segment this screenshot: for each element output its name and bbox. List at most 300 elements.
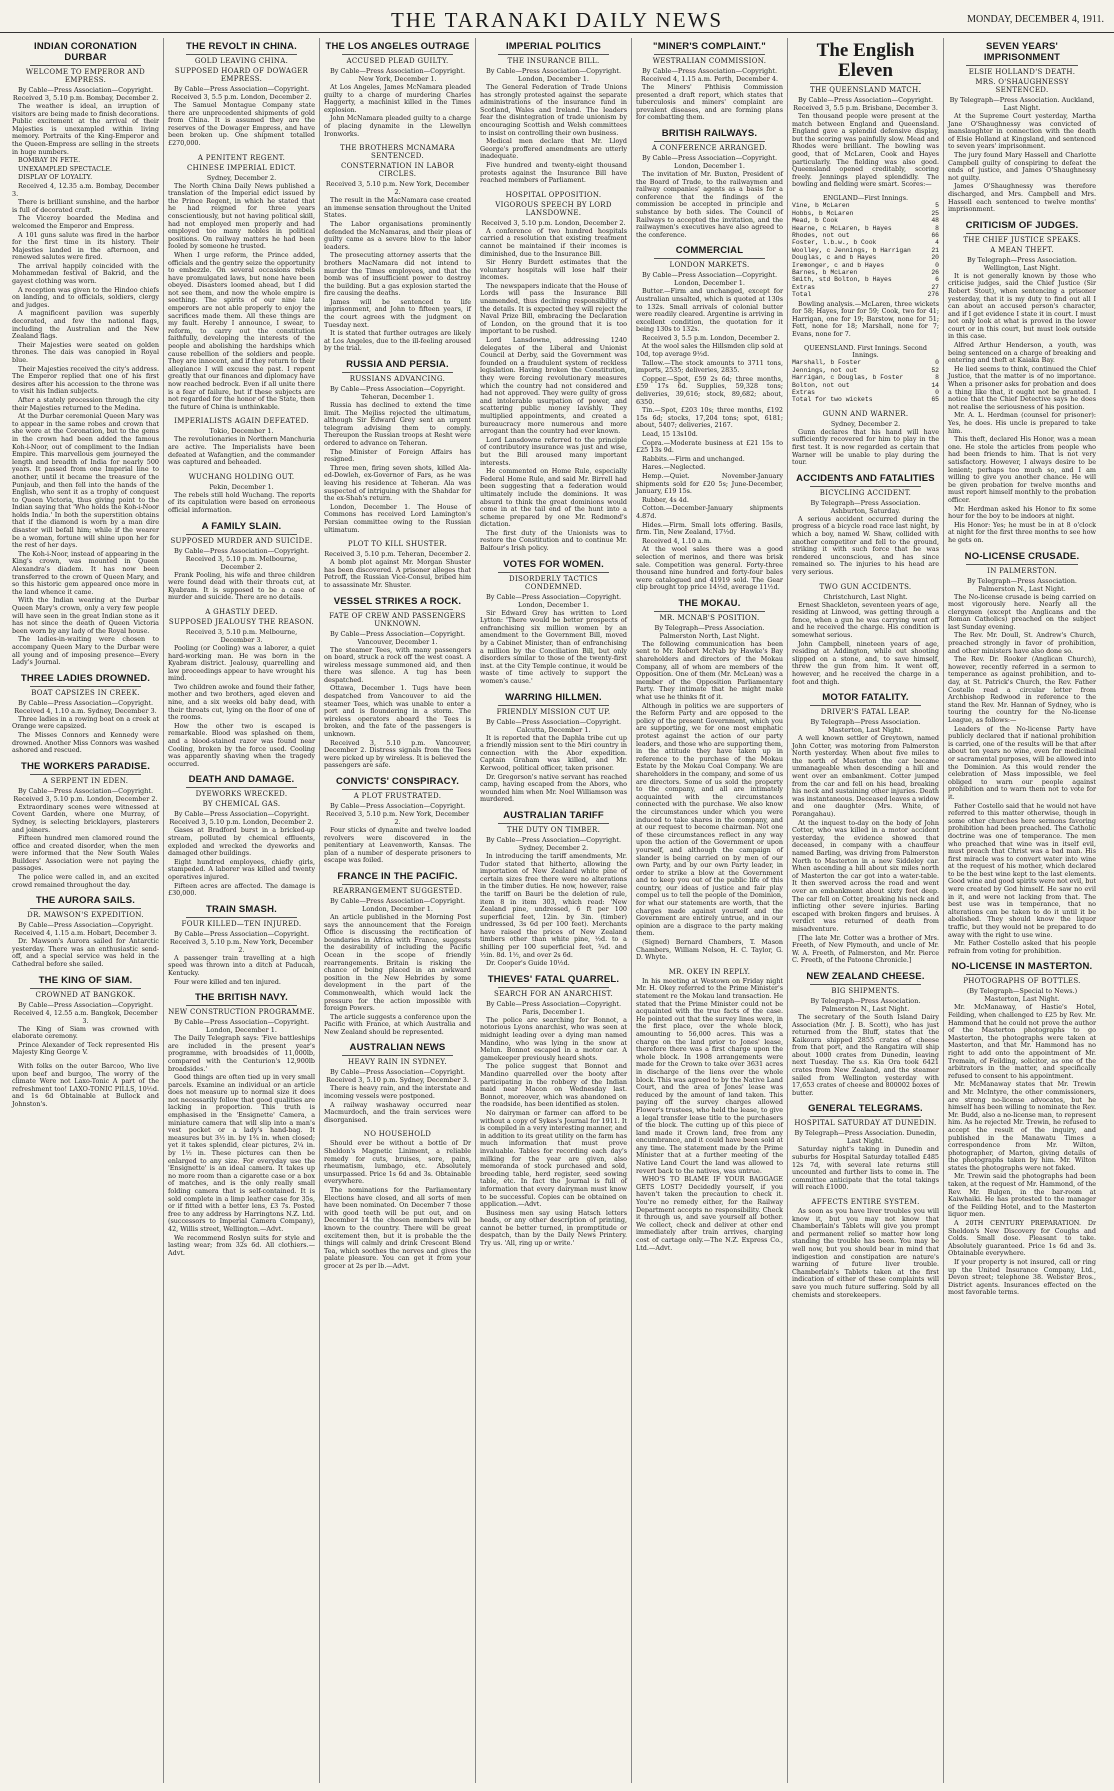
runs: 21 [931,246,939,254]
paragraph: Medical men declare that Mr. Lloyd George's proffered amendments are utterly inadequate. [480,137,627,161]
article [168,473,315,515]
paragraph: As soon as you have liver troubles you will know it, but you may not know that Chamberlain's Tablets will give you prompt and permanent relief so matter how long standing the trouble has been. You may be well now, but you should bear in mind that indigestion and constipation are nature's warning of future liver trouble. Chamberlain's Tablets taken at the first indication of either of these complaints will save you much future suffering. Sold by all chemists and storekeepers. [792,1207,939,1299]
total-value: 276 [927,291,939,299]
paragraph: The rebels still hold Wuchang. The reports of its capitulation were based on erroneous official information. [168,490,315,514]
total-label: Total for two wickets [792,396,873,404]
paragraph: The General Federation of Trade Unions has strongly protested against the separate administrations of the insurance fund in Scotland, Wales and Ireland. The leaders fear the disintegration of trade unionism by encouraging Scottish and Welsh committees to insist on controlling their own business. [480,83,627,137]
paragraph: A magnificent pavilion was superbly decorated, and few the national flags, including the Australian and the New Zealand flags. [12,309,159,341]
article [480,810,627,968]
article-body [480,84,627,185]
newspaper-title: THE TARANAKI DAILY NEWS [390,8,724,32]
article [12,761,159,890]
article-body [948,273,1096,545]
headline-rule [342,372,453,373]
runs: 8 [935,374,939,382]
runs: 26 [931,269,939,276]
article-subheading: MR. MCNAB'S POSITION. [659,613,760,622]
headline-rule [30,686,141,687]
paragraph: Mr. Herdman asked his Honor to fix some hour for the boy to be indoors at night. [948,504,1096,521]
article-subheading: WELCOME TO EMPEROR AND EMPRESS. [25,68,146,84]
article [948,961,1096,1297]
paragraph: Russia has declined to extend the time limit. The Mejliss rejected the ultimatum, although Sir Edward Grey sent an urgent telegram advising them to comply. Thereupon the Russian troops at Resht were ordered to advance on Teheran. [324,401,471,447]
headline-rule [810,984,921,985]
article-subheading: CHINESE IMPERIAL EDICT. [187,163,296,172]
paragraph: The first duty of the Unionists was to restore the Constitution and to continue Mr. Balfour's Irish policy. [480,528,627,553]
paragraph: Although in politics we are supporters of the Reform Party and are opposed to the policy of the present Government, which you are supporting, we for one most emphatic protest against the action of our party leaders, and those who are supporting them, in the attitude they have taken up in reference to the purchase of the Mokau Estate by the Mokau Coal Company. We are shareholders in the company, and some of us are directors. Some of us sold the property to the company, and all are intimately acquainted with the circumstances connected with the purchase. We also know the circumstances under which you were induced to take shares in the company, and at our request to become chairman. Not one of these circumstances reflect in any way upon the action of the Government or upon yourself, and although the campaign of slander is being carried on by men of our own Party, and by our own Party leader, in order to strike a blow at the Government and to keep you out of the public life of this country, our ideas of justice and fair play compel us to tell the people of the Dominion, for what our statements are worth, that the charges made against yourself and the Government are entirely untrue, and in our opinion are a disgrace to the party making them. [636,701,783,938]
paragraph: Received 4, 12.35 a.m. Bombay, December 3. [12,181,159,198]
paragraph: The weather is ideal, an irruption of visitors are being made to finish decorations. Public excitement at the arrival of their Majesties is unexampled within living memory. Portraits of the King-Emperor and the Queen-Empress are selling in the streets in huge numbers. [12,102,159,156]
article-headline: THE BRITISH NAVY. [195,992,288,1004]
column-5 [632,38,788,1783]
article-byline: By Cable—Press Association—Copyright. Received 3, 5.10 p.m. Sydney, December 3. [326,1068,469,1085]
article-body [324,1140,471,1270]
article-subheading: BOAT CAPSIZES IN CREEK. [31,688,140,697]
article-body [324,1085,471,1124]
headline-rule [186,917,297,918]
score-row [792,269,939,276]
score-row [792,367,939,374]
column-3 [320,38,476,1783]
article-body [12,938,159,968]
paragraph: With the Indian wearing at the Durbar Queen Mary's crown, only a very few people will have seen in the great Indian stone as it has not since the death of Queen Victoria been worn by any lady of the Royal house. [12,596,159,635]
article-headline: THREE LADIES DROWNED. [20,672,151,684]
article-subheading: THE QUEENSLAND MATCH. [809,86,922,94]
paragraph: The secretary of the South Island Dairy Association (Mr. J. B. Scott), who has just returned from the Bluff, states that the Kaikoura shipped 2855 crates of cheese from that port, and the Rangatira will ship about 1000 crates from Dunedin, leaving next Tuesday. The s.s. Kia Ora took 6421 crates from New Zealand, and the steamer sailed from Wellington yesterday with 17,653 crates of cheese and 800002 boxes of butter. [792,1012,939,1097]
article [792,1198,939,1299]
paragraph: Three men, firing seven shots, killed Ala-ed-Dowleh, ex-Governor of Fars, as he was leaving his residence at Teheran. Ala was suspected of intriguing with the Shahdar for the ex-Shah's return. [324,463,471,503]
article-byline: Received 3, 5.10 p.m. London, December 2. [481,218,626,227]
article-body [792,1208,939,1299]
article-body [792,1146,939,1192]
article-body [324,914,471,1037]
article-subheading: A PLOT FRUSTRATED. [353,792,442,800]
article-subheading: THE CHIEF JUSTICE SPEAKS. [963,235,1081,244]
article-subheading: A GHASTLY DEED. [205,607,278,616]
article-subheading: CONSTERNATION IN LABOR CIRCLES. [340,162,455,179]
paragraph: Tallow.—The stock amounts to 3711 tons, imports, 2535; deliveries, 2835. [636,358,783,375]
score-total [792,291,939,298]
paragraph: The Viceroy boarded the Medina and welcomed the Emperor and Empress. [12,214,159,230]
batsman: Rhodes, not out [792,231,850,239]
headline-rule [342,54,453,55]
total-value: 65 [931,396,939,404]
article-body [168,492,315,515]
article-byline: By Cable—Press Association—Copyright. Received 3, 5.10 p.m. London, December 2. [169,810,314,827]
article-byline: By Cable—Press Association—Copyright. London, December 1. [485,592,622,609]
paragraph: The prosecuting attorney asserts that the brothers MacNamara did not intend to murder the Times employees, and that the bomb was of insufficient power to destroy the building. But a gas explosion started the fire causing the deaths. [324,251,471,298]
paragraph: Copra.—Moderate business at £21 15s to £25 13s 9d. [636,438,783,455]
article-byline: Received 3, 5.10 p.m. Melbourne, December 3. [185,627,298,644]
paragraph: In his meeting at Westown on Friday night Mr. H. Okey referred to the Prime Minister's statement re the Mokau land transaction. He stated that the Prime Minister could not be acquainted with the true facts of the case. He pointed out that the survey lines were, in the first place, over the whole block, amounting to 56,000 acres. This was a charge on the land prior to Jones' lease, therefore there was a first charge upon the whole block. In 1908 arrangements were made for the Crown to take over 3631 acres in discharge of the liens over the whole block. This was agreed to by the Native Land Court, and the area of Jones' lease was reduced by the amount of land taken. This paying off the survey charges allowed Flower's trustees, who held the lease, to give a legal transfer lease title to the purchasers of the block. The cutting up of this piece of land made it Crown land, free from any encumbrance, and it could have been sold at any time. The statement made by the Prime Minister that at a further meeting of the Native Land Court the land was allowed to revert back to the natives, was untrue. [636,976,783,1175]
paragraph: Extraordinary scenes were witnessed at Covent Garden, where one Murray, of Sydney, is selecting bricklayers, plasterers and joiners. [12,802,159,834]
paragraph: At Los Angeles, James McNamara pleaded guilty to a charge of murdering Charles Haggerty, a machinist killed in the Times explosion. [324,83,471,114]
batsman: Woolley, c Jennings, b Harrigan [792,246,911,254]
paragraph: Sir Henry Burdett estimates that the voluntary hospitals will lose half their incomes. [480,258,627,282]
headline-rule [654,611,765,612]
paragraph: Two children awoke and found their father, mother and two brothers, aged eleven and nine, and a six weeks old baby dead, with their throats cut, lying on the floor of one of the rooms. [168,682,315,722]
article [168,521,315,602]
article [792,195,939,339]
score-row [792,210,939,217]
headline-rule [966,974,1078,975]
article-body [792,113,939,189]
paragraph: When I urge reform, the Prince added, officials and the gentry seize the opportunity to embezzle. On several occasions rebels have promulgated laws, but none have been obeyed. Disasters loomed ahead, but I did not see them, and now the whole empire is seething. The spirits of our nine late emperors are not able properly to enjoy the sacrifices made them. All these things are my fault. Hereby I announce, I swear, to reform, to carry out the constitution faithfully, developing the interests of the people and abolishing the hardships which cause rebellion of the soldiers and people. They are innocent, and if they return to their allegiance I will excuse the past. I repent greatly that our finances and diplomacy have now reached bedrock. Even if all unite there is a fear of failure, but if these subjects are not regarded for the honor of the State, then the future of China is unthinkable. [168,250,315,411]
article-subheading: VIGOROUS SPEECH BY LORD LANSDOWNE. [495,200,612,217]
batsman: Bolton, not out [792,381,850,389]
article-headline: THE MOKAU. [678,597,741,609]
article-body [792,429,939,467]
paragraph: After a stately procession through the city their Majesties returned to the Medina. [12,395,159,412]
column-4 [476,38,632,1783]
article-body [480,1017,627,1248]
paragraph: Mr. McManaway, of Hastie's Hotel, Feilding, when challenged to £25 by Rev. Mr. Hammond that he could not prove the author of the Masterton photographs to go Masterton, the photographs were taken at Masterton, and that Mr. Hammond has no right to add onto the appointment of Mr. Tremain, of Feilding, solicitor, as one of the arbitrators in the matter, and specifically refused to consent to his appointment. [948,1003,1096,1080]
batsman: Harrigan, c Douglas, b Foster [792,374,904,382]
article-subheading: A SERPENT IN EDEN. [42,776,129,785]
paragraph: It is not generally known by those who criticise judges, said the Chief Justice (Sir Robert Stout), when sentencing a prisoner yesterday, that it is my duty to find out all I can about an accused person's character, and if I get evidence I state it in court. I must not only look at what is proved in the lower court or in this court, but must look outside in this case. [948,271,1096,341]
article-headline: The English Eleven [816,40,915,81]
score-row [792,276,939,283]
headline-rule [342,884,453,885]
paragraph: Ten thousand people were present at the match between England and Queensland. England gave a splendid defensive display, but the scoring was painfully slow. Mead and Rhodes were brilliant. The bowling was good, that of McLaren, Cook and Hayes particularly. The fielding was also good. Queensland opened creditably, scoring freely. Jennings played splendidly. The bowling and fielding were smart. Scores:— [792,112,939,189]
paragraph: The invitation of Mr. Buxton, President of the Board of Trade, to the railwaymen and railway companies' agents as a basis for a conference that the findings of the commission be accepted in principle and substance by both sides. The Council of Railways to accepted the invitation, and the railwaymen's executives have also agreed to the conference. [636,169,783,239]
paragraph: The Labor organisations prominently defended the McNamaras, and their pleas of guilty came as a severe blow to the labor leaders. [324,219,471,251]
column-1 [8,38,164,1783]
paragraph: Ernest Shackleton, seventeen years of age, residing at Linwood, was getting through a fence, when a gun he was carrying went off and he received the charge. His condition is somewhat serious. [792,600,939,639]
paragraph: The steamer Tees, with many passengers on board, struck a rock off the west coast. A wireless message summoned aid, and then there was silence. A tug has been despatched. [324,645,471,684]
headline-rule [30,908,141,909]
score-row [792,225,939,232]
article-subheading: IN PALMERSTON. [987,566,1057,575]
headline-rule [810,486,921,487]
article-byline: By Cable—Press Association—Copyright. Received 3, 5.10 p.m. Melbourne, December 2. [173,546,310,571]
batsman: Marshall, b Foster [792,359,862,367]
paragraph: The revolutionaries in Northern Manchuria are active. The Imperialists have been defeated at Wafangtien, and the commander was captured and beheaded. [168,435,315,467]
batsman: Extras [792,283,816,291]
article-headline: VOTES FOR WOMEN. [503,558,604,570]
article-subheading: BICYCLING ACCIDENT. [819,488,912,497]
paragraph: DISPLAY OF LOYALTY. [18,173,93,182]
runs: 52 [931,366,939,374]
paragraph: Should ever be without a bottle of Dr Sheldon's Magnetic Liniment, a reliable remedy for cuts, bruises, sore, pains, rheumatism, lumbago, etc. Absolutely unsurpassed. Price 1s 6d and 3s. Obtainable everywhere. [324,1139,471,1186]
article [792,971,939,1098]
headline-rule [810,1116,921,1117]
article-byline: Sydney, December 2. [830,419,901,428]
paragraph: [The late Mr. Cotter was a brother of Mrs. Freeth, of New Plymouth, and uncle of Mr. W. A. Freeth, of Palmerston, and Mr. Pierce C. Freeth, of the Patoone Chronicle.] [792,933,939,965]
article-headline: THE AURORA SAILS. [35,895,136,907]
article-body [168,436,315,466]
paragraph: Pooling (or Cooling) was a laborer, a quiet hard-working man. He was born in the Kyabram district. Jealousy, quarrelling and law proceedings appear to have wrought his mind. [168,643,315,683]
paragraph: A 101 guns salute was fired in the harbor for the first time in its history. Their Majesties landed in the afternoon, and renewed salutes were fired. [12,230,159,262]
article-body [324,647,471,771]
masthead [0,6,1114,33]
article-body [480,610,627,686]
article [168,417,315,466]
article [324,540,471,589]
article-byline: By Cable—Press Association—Copyright. Vancouver, December 1. [329,629,466,646]
runs: 5 [935,202,939,210]
batsman: Smith, std Bolton, b Hayes [792,276,892,284]
article-headline: NO-LICENSE CRUSADE. [964,550,1080,562]
paragraph: The following communication has been sent to Mr. Robert McNab by Hawke's Bay shareholders and directors of the Mokau Company, all of whom are members of the Opposition. One of them (Mr. McLean) was a member of the Opposition Parliamentary Party. They intimate that he might make what use he thinks fit of it. [636,639,783,702]
article [792,473,939,577]
paragraph: Lord Lansdowne referred to the principle of contributory insurance was just and wise, but the Bill aroused many important interests. [480,435,627,467]
article-subheading: DR. MAWSON'S EXPEDITION. [27,911,144,920]
runs: 0 [935,261,939,269]
article-byline: Pekin, December 1. [209,482,274,491]
article-byline: By Cable—Press Association—Copyright. Received 3, 5.10 p.m. Bombay, December 2. [12,86,159,102]
article-subheading: SUPPOSED HOARD OF DOWAGER EMPRESS. [174,67,309,83]
score-row [792,374,939,381]
paragraph: In introducing the tariff amendments, Mr. Tudor stated that hitherto, allowing the importation of New Zealand white pine of certain sizes free there were no alterations in the timber duties. He now, however, raise the tariff on Bauri be the deletion of rule, item 8 in item 303, which read: 'New Zealand pine, undressed, 6 ft per 100 superficial feet, 12in. by 3in. (timber) undressed, 3s 6d per 100 feet). Merchants have raised the prices of New Zealand timbers other than white pine, ½d. to a shilling per 100 superficial feet, ¾d. and ½in. 8d. 1½, and over 2s 6d. [480,851,627,959]
paragraph: Fifteen hundred men clamored round the office and created disorder, when the men were informed that the New South Wales Builders' Association were not paying the passages. [12,834,159,873]
article-byline: By Cable—Press Association—Copyright. Paris, December 1. [485,999,622,1016]
paragraph: Business men say using Hatsch letters heads, or any other description of printing, cannot be better turned, in promptitude or despatch, than by the Daily News Printery. Try us. 'All, ring up or write.' [480,1208,627,1248]
score-total [792,396,939,403]
article-byline: By Telegraph—Press Association. Masterton, Last Night. [810,718,921,735]
paragraph: The Samuel Montague Company state there are unprecedented shipments of gold from China. It is assumed they are the reserves of the Dowager Empress, and have been broken up. One shipment totalled £270,000. [168,101,315,147]
paragraph: The North China Daily News published a translation of the Imperial edict issued by the Prince Regent, in which he stated that he had reigned for three years conscientiously, but not having political skill, had not employed men properly and had employed too many nobles in political positions. On railway matters he had been fooled by someone he trusted. [168,181,315,251]
article [636,245,783,592]
score-row [792,359,939,366]
runs: 14 [931,381,939,389]
article-body [168,572,315,602]
paragraph: Leaders of the No-license Party have publicly declared that if national prohibition is carried, one of the results will be that after about ten years no wine, even for medicinal or sacramental purposes, will be allowed into the Dominion. As this would render the celebration of Mass impossible, we feel obliged to warn our people against prohibition and to warn them not to vote for it. [948,724,1096,801]
article [12,1063,159,1109]
article-byline: By Telegraph—Press Association. Palmerston N., Last Night. [967,576,1077,593]
article-subheading: HOSPITAL SATURDAY AT DUNEDIN. [794,1119,937,1128]
batsman: Iremonger, c and b Hayes [792,261,885,269]
article-headline: THE WORKERS PARADISE. [20,760,151,772]
article-headline: CONVICTS' CONSPIRACY. [335,776,460,787]
article-body [948,1004,1096,1297]
paragraph: Fifteen acres are affected. The damage is £30,000. [168,881,315,898]
article [480,692,627,804]
column-6 [788,38,944,1783]
headline-rule [810,705,921,706]
article-body [792,602,939,687]
article-byline: By Telegraph—Press Association. Wellington, Last Night. [967,255,1077,272]
article [792,583,939,687]
article-subheading: BY CHEMICAL GAS. [202,800,281,809]
article-body [792,301,939,339]
article-subheading: PHOTOGRAPHS OF BOTTLES. [963,977,1081,986]
paragraph: A serious accident occurred during the progress of a bicycle road race last night, by which a boy, named W. Shaw, collided with another competitor and fell to the ground, striking it with such force that he was rendered unconscious, and has since remained so. The injuries to his head are very serious. [792,514,939,576]
article-subheading: A PENITENT REGENT. [197,153,286,162]
paragraph: How the other two is escaped is remarkable. Blood was splashed on them, and a blood-stained razor was found near Cooling, broken by the force used. Cooling was apparently shaving when the tragedy occurred. [168,721,315,768]
article-body [168,827,315,897]
article-byline: By Telegraph—Press Association. Ashburton, Saturday. [810,498,921,515]
article-body [636,978,783,1252]
score-card [792,195,939,299]
headline-rule [186,54,297,55]
paragraph: An article published in the Morning Post says the announcement that the Foreign Office is discussing the rectification of boundaries in Africa with France, suggests the desirability of including the Pacific Ocean in the scope of friendly rearrangements. Britain is risking the chance of being placed in an awkward position in the New Hebrides by some development in the part of the Commonwealth, which would lack the pressure for the action impossible with foreign Powers. [324,912,471,1013]
article [324,144,471,353]
article [168,41,315,148]
article-byline: By Cable—Press Association—Copyright. Received 3, 5.10 p.m. London, December 2. [13,786,158,803]
article-body [324,84,471,138]
article [792,41,939,189]
runs: 8 [935,224,939,232]
article-byline: Received 3, 5.10 p.m. Teheran, December 2. [324,550,471,559]
total-label: Total [792,291,812,299]
paragraph: Their Majesties were seated on golden thrones. The dais was canopied in Royal blue. [12,340,159,364]
paragraph: BOMBAY IN FETE. [18,156,81,165]
paragraph: Prince Alexander of Teck represented His Majesty King George V. [12,1040,159,1057]
article-subheading: THE DUTY ON TIMBER. [506,825,601,834]
article-body [480,735,627,804]
article-byline: By Telegraph—Press Association. Palmerston N., Last Night. [810,996,921,1013]
headline-rule [966,233,1078,234]
paragraph: Received 3, 5.10 p.m. Vancouver, December 2. Distress signals from the Tees were picked up by wireless. It is believed the passengers are safe. [324,738,471,770]
paragraph: Rubber, 4s 4d. [642,495,689,504]
article-byline: Sydney, December 2. [206,173,277,182]
article-byline: By Cable—Press Association—Copyright. Received 4, 1.10 a.m. Sydney, December 3. [14,698,157,715]
article-byline: By Cable—Press Association—Copyright. London, December 1. [485,67,622,83]
article-body [168,183,315,412]
paragraph: WHO'S TO BLAME IF YOUR BAGGAGE GETS LOST? Decidedly yourself, if you haven't taken the precaution to check it. You're no remedy either, for the Railway Department accepts no responsibility. Check it through us, and save yourself all bother. We collect, check and deliver at other end immediately after train arrives, charging cost of cartage only.—The N.Z. Express Co., Ltd.—Advt. [636,1175,783,1252]
article-body [12,804,159,890]
article-subheading: ELSIE HOLLAND'S DEATH. [968,68,1076,76]
article-headline: GENERAL TELEGRAMS. [808,1103,923,1115]
article-body [168,102,315,148]
headline-rule [498,572,609,573]
article-body [636,84,783,122]
paragraph: The Minister of Foreign Affairs has resigned. [324,447,471,464]
article-body [12,1063,159,1109]
batsman: Foster, l.b.w., b Cook [792,239,877,247]
article-body [480,228,627,553]
paragraph: Sir Edward Grey has written to Lord Lytton: 'There would be better prospects of enfranchising six million women by an amendment to the Government Bill, moved by a Cabinet Minister, than of enfranchising a million by the Conciliation Bill, but only disorders similar to those of the twenty-first inst. at the City Temple continue, it would be waste of time actively to support the women's cause.' [480,608,627,685]
paragraph: Gunn declares that his hand will have sufficiently recovered for him to play in the first test. It is now regarded as certain that Warner will be unable to play during the tour. [792,427,939,467]
paragraph: The No-license crusade is being carried on most vigorously here. Nearly all the clergymen (except the Anglicans and the Roman Catholics) preached on the subject last Sunday evening. [948,592,1096,631]
article-subheading: THE BROTHERS MCNAMARA SENTENCED. [340,144,455,161]
runs: 0 [935,359,939,367]
article-byline: By Cable—Press Association—Copyright. London, December 1. [641,271,778,288]
paragraph: Four sticks of dynamite and twelve loaded revolvers were discovered in the penitentiary at Leavenworth, Kansas. The plan of a number of desperate prisoners to escape was foiled. [324,826,471,865]
article-byline: By Cable—Press Association—Copyright. Calcutta, December 1. [485,717,622,734]
paragraph: A 20TH CENTURY PREPARATION. Dr Sheldon's New Discovery for Coughs and Colds. Small dose. Pleasant to take. Absolutely guaranteed. Price 1s 6d and 3s. Obtainable everywhere. [948,1219,1096,1258]
article-subheading: LONDON MARKETS. [669,261,750,270]
article-subheading: IMPERIALISTS AGAIN DEFEATED. [174,417,309,426]
article-body [792,735,939,965]
paragraph: The nominations for the Parliamentary Elections have closed, and all sorts of men have been nominated. On December 7 those with good teeth will be put out, and on December 14 the chosen members will be known to the country. There will be great excitement then, but it is probable the the things will calmly and drink Crescent Blend Tea, which soothes the nerves and gives the palate pleasure. You can get it from your grocer at 2s per lb.—Advt. [324,1186,471,1270]
article-subheading: WUCHANG HOLDING OUT. [188,472,295,481]
paragraph: This theft, declared His Honor, was a mean one. He stole the articles from people who had been friends to him. That is not very satisfactory. However, I always desire to be lenient; perhaps too much so, and I am willing to give you another chance. He will be given probation for twelve months and must report himself monthly to the probation officer. [948,435,1096,504]
article-subheading: HEAVY RAIN IN SYDNEY. [348,1058,447,1067]
paragraph: Ottawa, December 1. Tugs have been despatched from Vancouver to aid the steamer Tees, which was unable to enter a port and is floundering in a storm. The wireless operators aboard the Tees is broken, and the fate of the passengers is unknown. [324,684,471,739]
runs: 48 [931,217,939,225]
headline-rule [186,534,297,535]
paragraph: With folks on the outer Barcoo, Who live upon beef and burgoo, The worry of the climate Were not Laxo-Tonic A part of the refreshment too! LAXO-TONIC PILLS, 10½d. and 1s 6d Obtainable at Bullock and Johnston's. [12,1062,159,1108]
article-subheading: GUNN AND WARNER. [822,409,909,418]
article-body [12,716,159,755]
article [12,975,159,1057]
article-subheading: WESTRALIAN COMMISSION. [652,57,767,65]
headline-rule [498,54,609,55]
article-subheading: MRS. O'SHAUGHNESSY SENTENCED. [975,78,1069,94]
paragraph: A railway washaway occurred near Macmurdoch, and the train services were disorganised. [324,1100,471,1124]
article-body [480,853,627,968]
article-headline: CRITICISM OF JUDGES. [965,219,1079,231]
paragraph: A bomb plot against Mr. Morgan Shuster has been discovered. A prisoner alleges that Petroff, the Russian Vice-Consul, bribed him to assassinate Mr. Shuster. [324,558,471,589]
score-row [792,247,939,254]
batsman: Extras [792,389,816,397]
headline-rule [498,987,609,988]
article-headline: VESSEL STRIKES A ROCK. [333,595,462,607]
headline-rule [186,1005,297,1006]
headline-rule [654,141,765,142]
paragraph: The Misses Connors and Kennedy were drowned. Another Miss Connors was washed ashored and rescued. [12,730,159,755]
score-card-title: QUEENSLAND. First Innings. Second Innings. [804,343,927,359]
article-headline: THE KING OF SIAM. [38,974,133,986]
article-byline: By Telegraph—Press Association. Palmerston North, Last Night. [654,623,765,640]
paragraph: His Honor: Yes; he must be in at 8 o'clock at night for the first three months to see how he gets on. [948,520,1096,544]
headline-rule [342,1055,453,1056]
article-byline: By Telegraph—Press Association. Dunedin, Last Night. [794,1129,937,1146]
headline-rule [342,609,453,610]
article-body [792,516,939,577]
paragraph: A reception was given to the Hindoo chiefs on landing, and to officials, soldiers, clergy and judges. [12,285,159,309]
article-body [324,402,471,534]
article [792,692,939,965]
paragraph: If your property is not insured, call or ring up the United Insurance Company, Ltd., Devon street; telephone 38. Webster Bros., District agents. Insurances effected on the most favorable terms. [948,1258,1096,1297]
article-subheading: SEARCH FOR AN ANARCHIST. [493,989,613,998]
paragraph: The police are searching for Bonnot, a notorious Lyons anarchist, who was seen at midnight leading over a dying man named Mandino, who was lying in the snow at Melun. Bonnot escaped in a motor car. A gamekeeper previously heard shots. [480,1015,627,1062]
runs: 6 [935,276,939,284]
article-byline: By Cable—Press Association—Copyright. Received 3, 5.10 p.m. New York, December 2. [325,802,470,826]
headline-rule [30,988,141,989]
article-headline: NO-LICENSE IN MASTERTON. [951,961,1093,973]
article-body [792,1014,939,1098]
article-byline: By Cable—Press Association—Copyright. Received 4, 1.15 a.m. Hobart, December 3. [14,921,157,938]
article-headline: AUSTRALIAN NEWS [349,1042,446,1054]
paragraph: Saturday night's taking in Dunedin and suburbs for Hospital Saturday totalled £485 12s 7d, with several late returns still uncounted and further lists to come in. The committee anticipate that the total takings will reach £1000. [792,1145,939,1192]
paragraph: He commented on Home Rule, especially Federal Home Rule, and said Mr. Birrell had been suggesting that a federation would ultimately include the dominions. It was absurd to think the great dominions would come in at the tail end of the hunt into a scheme prepared by one Mr. Redmond's dictation. [480,467,627,529]
score-row [792,239,939,246]
batsman: Barnes, b McLaren [792,269,858,276]
article [480,559,627,686]
article-headline: NEW ZEALAND CHEESE. [806,970,925,982]
article-body [636,288,783,592]
paragraph: At the wool sales there was a good selection of merinos, and there was brisk sale. Competition was general. Forty-three thousand nine hundred and forty-four bales were catalogued and 41919 sold. The Gear clip brought top price 14½d, average 11½d. [636,545,783,592]
article [636,598,783,962]
article-body [324,197,471,353]
headline-rule [654,54,765,55]
paragraph: The arrival happily coincided with the Mohammedan festival of Bakrid, and the gayest clothing was worn. [12,261,159,286]
paragraph: Mr. Trewin said the photographs had been taken, at the request of Mr. Hammond, of the Rev. Mr. Bulgen, in the bar-room at Kaiwhaiki. He has protested to the manager of the Feilding Hotel, and to the Masterton liquor men. [948,1172,1096,1219]
article-subheading: DRIVER'S FATAL LEAP. [820,708,911,717]
paragraph: It is stated that further outrages are likely at Los Angeles, due to the ill-feeling aroused by the trial. [324,329,471,353]
paragraph: The Miners' Phthisis Commission presented a draft report, which states that tuberculosis and miners' complaint are prevalent diseases, and are forming plans for combatting them. [636,83,783,122]
article-subheading: DISORDERLY TACTICS CONDEMNED. [509,574,598,591]
article-subheading: REARRANGEMENT SUGGESTED. [332,886,463,895]
paragraph: The result in the MacNamara case created an immense sensation throughout the United States. [324,196,471,220]
paragraph: We recommend Roslyn suits for style and lasting wear; from 32s 6d. All clothiers.—Advt. [168,1233,315,1257]
article-headline: A FAMILY SLAIN. [201,520,282,532]
paragraph: Dr. Mawson's Aurora sailed for Antarctic yesterday. There was an enthusiastic send-off, and a special service was held in the Cathedral before she sailed. [12,937,159,969]
article-subheading: RUSSIANS ADVANCING. [349,375,446,384]
paragraph: Rabbits.—Firm and unchanged. [642,454,745,463]
paragraph: Hemp.—Quiet. November-January shipments sold for £20 5s; June-December, January, £19 15s. [636,471,783,496]
paragraph: Good things are often tied up in very small parcels. Examine an individual or an article does not measure up to normal size it does not necessarily follow that good qualities are lacking in proportion. This truth is emphasised in the 'Ensignette' Camera, a miniature camera that will slip into a man's vest pocket or a lady's hand-bag. It measures but 3½ in. by 1¾ in. when closed; yet it takes splendid, clear pictures, 2¼ in. by 1½ in. These pictures can then be enlarged to any size. For everyday use the 'Ensignette' is an ideal camera. It takes up no more room than a cigarette case or a box of matches, and is the only really small folding camera that is self-contained. It is sold complete in a limp leather case for 35s, or if fitted with a better lens, £3 7s. Posted free to any address by Harringtons N.Z. Ltd. (successors to Imperial Camera Company), 42, Willis street, Wellington.—Advt. [168,1073,315,1233]
paragraph: UNEXAMPLED SPECTACLE. [18,164,113,173]
score-row [792,232,939,239]
paragraph: Mr. A. L. Herdman (counsel for prisoner): Yes, he does. His uncle is prepared to take him. [948,411,1096,435]
paragraph: A passenger train travelling at a high speed was thrown into a ditch at Paducah, Kentucky. [168,953,315,977]
headline-rule [342,789,453,790]
paragraph: There is brilliant sunshine, and the harbor is full of decorated craft. [12,198,159,214]
article-headline: ACCIDENTS AND FATALITIES [796,472,935,484]
